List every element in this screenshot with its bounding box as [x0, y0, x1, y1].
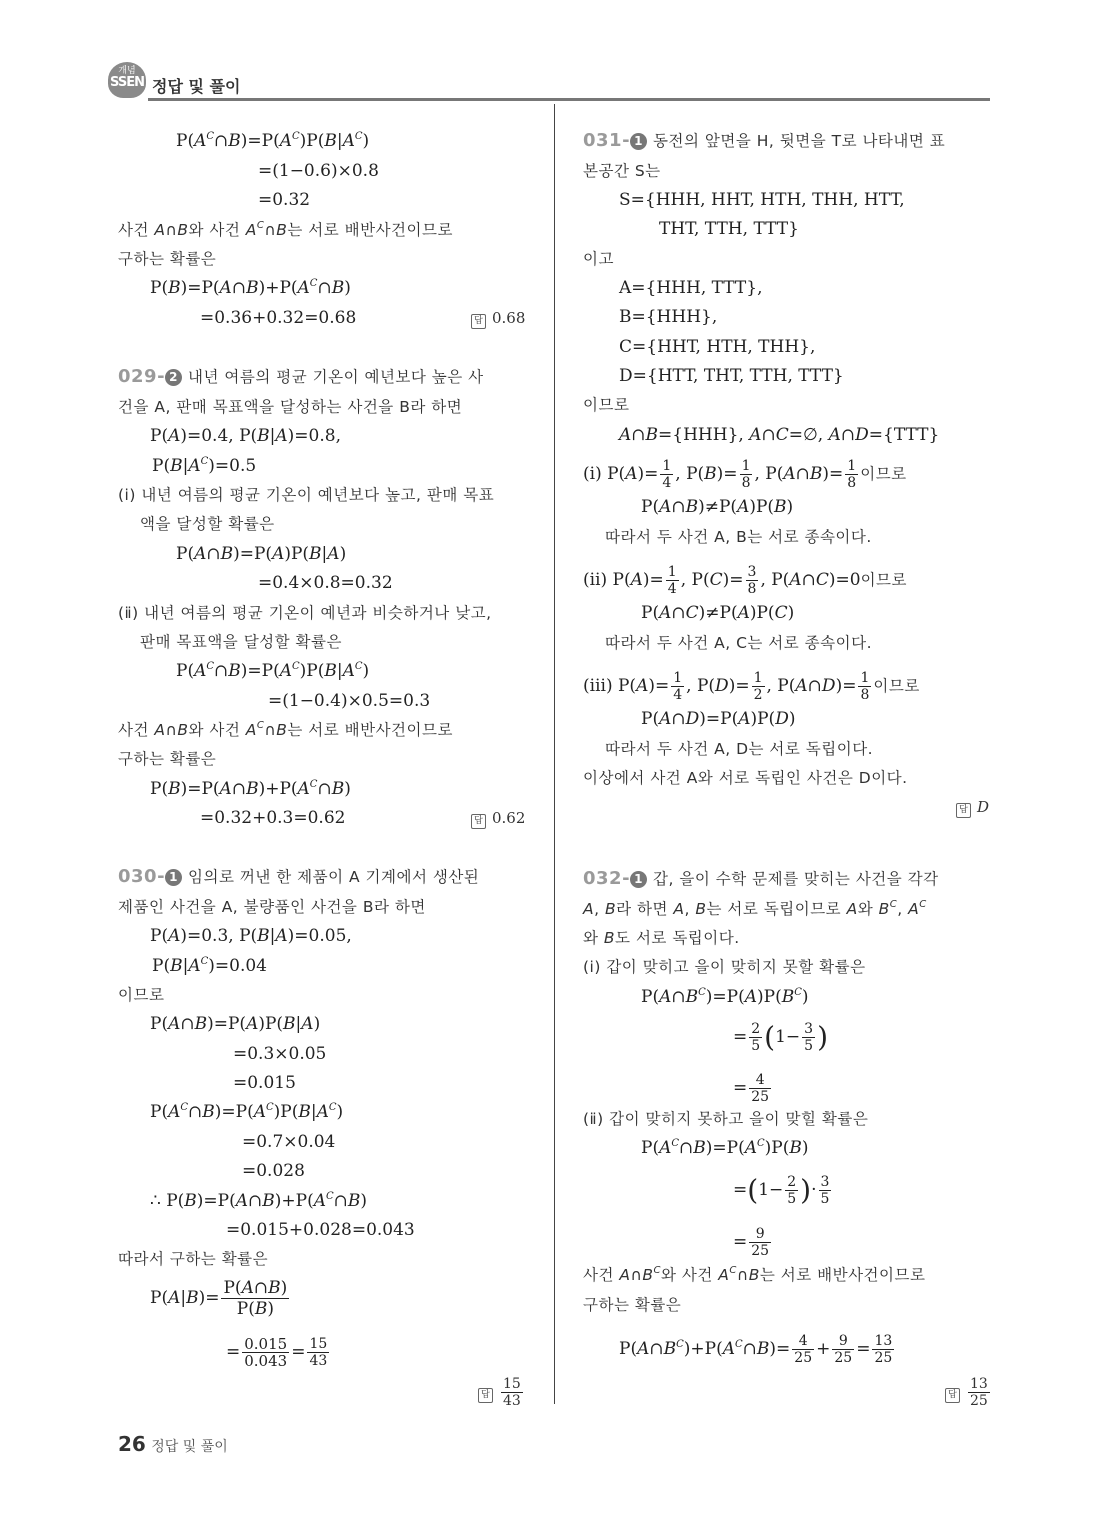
formula-line: =0.32+0.3=0.62 — [200, 808, 346, 828]
answer-value: 0.62 — [492, 809, 526, 827]
formula-line: P(A∩B)≠P(A)P(B) — [641, 497, 794, 517]
answer-028 — [471, 309, 525, 329]
answer-choice-badge: 1 — [630, 871, 647, 888]
answer-icon: 답 — [956, 803, 971, 818]
formula-line: = $\frac{4}{25}$ — [733, 1072, 770, 1105]
text-line: 따라서 두 사건 A, D는 서로 독립이다. — [605, 740, 874, 758]
answer-032 — [945, 1376, 992, 1409]
formula-line: =(1−0.6)×0.8 — [258, 161, 379, 181]
answer-choice-badge: 1 — [630, 133, 647, 150]
formula-line: $P(B)=P(A\cap B)+P(A^C\cap B)$ — [150, 278, 351, 298]
formula-line: $P(A^C\cap B)=P(A^C)P(B|A^C)$ — [150, 1102, 344, 1122]
page-number: 26 — [118, 1432, 146, 1456]
fraction: $\frac{4}{25}$ — [794, 1333, 813, 1366]
fraction: $\frac{0.015}{0.043}$ — [244, 1335, 288, 1370]
formula-line: (ⅲ) P(A)= $\frac{1}{4}$ , P(D)= $\frac{1}{2}$ , P(A∩D)= $\frac{1}{8}$ 이므로 — [583, 670, 920, 703]
formula-line: $P(A^C\cap B)=P(A^C)P(B|A^C)$ — [176, 131, 370, 151]
problem-number: 029- — [118, 366, 166, 387]
footer-text: 정답 및 풀이 — [151, 1439, 228, 1455]
answer-value: D — [977, 798, 990, 816]
text-line: 사건 $A\cap B^C$와 사건 $A^C\cap B$는 서로 배반사건이므로 — [583, 1265, 926, 1284]
fraction: $\frac{1}{2}$ — [753, 670, 763, 703]
text-line: 액을 달성할 확률은 — [140, 515, 275, 533]
logo-main-text: SSEN — [110, 75, 144, 90]
formula-line: P(A∩C)≠P(A)P(C) — [641, 603, 795, 623]
answer-icon: 답 — [471, 814, 486, 829]
answer-value: 0.68 — [492, 309, 526, 327]
text-line: 갑, 을이 수학 문제를 맞히는 사건을 각각 — [653, 870, 939, 888]
fraction: $\frac{1}{4}$ — [673, 670, 683, 703]
problem-number: 031- — [583, 130, 631, 151]
fraction: $\frac{9}{25}$ — [751, 1226, 770, 1259]
formula-line: (ⅱ) P(A)= $\frac{1}{4}$ , P(C)= $\frac{3}{8}$ , P(A∩C)=0이므로 — [583, 564, 907, 597]
answer-029 — [471, 809, 525, 829]
fraction: $\frac{1}{8}$ — [741, 458, 751, 491]
formula-line: A∩B={HHH}, A∩C=∅, A∩D={TTT} — [619, 425, 940, 445]
text-line: 따라서 구하는 확률은 — [118, 1250, 269, 1268]
fraction: $\frac{13}{25}$ — [874, 1333, 893, 1366]
set-line: B={HHH}, — [619, 307, 718, 327]
formula-line: P(A)=0.4, P(B|A)=0.8, — [150, 426, 341, 446]
answer-choice-badge: 1 — [165, 869, 182, 886]
formula-line: ∴ $P(B)=P(A\cap B)+P(A^C\cap B)$ — [150, 1191, 368, 1211]
formula-line: P(A∩D)=P(A)P(D) — [641, 709, 796, 729]
formula-line: =0.028 — [242, 1161, 305, 1181]
text-line: 본공간 S는 — [583, 162, 661, 180]
text-line: 따라서 두 사건 A, C는 서로 종속이다. — [605, 634, 872, 652]
text-line: 판매 목표액을 달성할 확률은 — [140, 633, 342, 651]
formula-line: =(1− $\frac{2}{5}$ )· $\frac{3}{5}$ — [733, 1173, 830, 1207]
fraction: $\frac{4}{25}$ — [751, 1072, 770, 1105]
column-divider — [554, 104, 555, 1404]
set-line: C={HHT, HTH, THH}, — [619, 337, 816, 357]
formula-line: $P(A\cap B^C)=P(A)P(B^C)$ — [641, 987, 809, 1007]
problem-029-heading — [118, 366, 484, 388]
set-line: S={HHH, HHT, HTH, THH, HTT, — [619, 190, 905, 210]
answer-icon: 답 — [471, 314, 486, 329]
formula-line: $P(A^C\cap B)=P(A^C)P(B|A^C)$ — [176, 661, 370, 681]
formula-line: = $\frac{9}{25}$ — [733, 1226, 770, 1259]
fraction: $\frac{2}{5}$ — [787, 1174, 797, 1207]
set-line: THT, TTH, TTT} — [659, 219, 799, 239]
fraction: $\frac{3}{5}$ — [820, 1174, 830, 1207]
problem-032-heading — [583, 868, 939, 890]
text-line: 사건 A∩B와 사건 $A^C\cap B$는 서로 배반사건이므로 — [118, 220, 453, 239]
text-line: 동전의 앞면을 H, 뒷면을 T로 나타내면 표 — [653, 132, 946, 150]
text-line: 내년 여름의 평균 기온이 예년보다 높은 사 — [188, 368, 484, 386]
series-logo — [108, 62, 146, 98]
text-line: (ⅱ) 내년 여름의 평균 기온이 예년과 비슷하거나 낮고, — [118, 604, 492, 622]
answer-choice-badge: 2 — [165, 369, 182, 386]
text-line: 제품인 사건을 A, 불량품인 사건을 B라 하면 — [118, 898, 426, 916]
text-line: 구하는 확률은 — [118, 750, 217, 768]
formula-line: =(1−0.4)×0.5=0.3 — [268, 691, 431, 711]
formula-line: = $\frac{0.015}{0.043}$ = $\frac{15}{43}$ — [226, 1335, 328, 1370]
formula-line: $P(A\cap B^C)+P(A^C\cap B)=$ $\frac{4}{25}$ + $\frac{9}{25}$ = $\frac{13}{25}$ — [619, 1333, 893, 1366]
formula-line: $P(A^C\cap B)=P(A^C)P(B)$ — [641, 1138, 809, 1158]
text-line: 구하는 확률은 — [583, 1296, 682, 1314]
text-line: (ⅰ) 내년 여름의 평균 기온이 예년보다 높고, 판매 목표 — [118, 486, 495, 504]
fraction: $\frac{3}{5}$ — [804, 1021, 814, 1054]
answer-value: $\frac{15}{43}$ — [503, 1376, 521, 1409]
fraction: $\frac{2}{5}$ — [751, 1021, 761, 1054]
answer-030 — [478, 1376, 525, 1409]
text-line: 사건 A∩B와 사건 $A^C\cap B$는 서로 배반사건이므로 — [118, 720, 453, 739]
formula-line: P(A∩B)=P(A)P(B|A) — [176, 544, 347, 564]
formula-line: $P(B|A^C)=0.5$ — [152, 456, 257, 476]
formula-line: =0.4×0.8=0.32 — [258, 573, 393, 593]
fraction: $\frac{1}{4}$ — [667, 564, 677, 597]
problem-030-heading — [118, 866, 479, 888]
problem-number: 030- — [118, 866, 166, 887]
fraction: $\frac{P(A\cap B)}{P(B)}$ — [223, 1278, 288, 1319]
header-title: 정답 및 풀이 — [152, 77, 241, 96]
logo-top-text: 개념 — [118, 66, 136, 76]
text-line: 따라서 두 사건 A, B는 서로 종속이다. — [605, 528, 872, 546]
text-line: 구하는 확률은 — [118, 250, 217, 268]
answer-value: $\frac{13}{25}$ — [970, 1376, 988, 1409]
answer-icon: 답 — [945, 1388, 960, 1403]
fraction: $\frac{3}{8}$ — [747, 564, 757, 597]
formula-line: P(A|B)= $\frac{P(A\cap B)}{P(B)}$ — [150, 1278, 288, 1319]
set-line: A={HHH, TTT}, — [619, 278, 763, 298]
text-line: 이므로 — [583, 396, 630, 414]
text-line: 건을 A, 판매 목표액을 달성하는 사건을 B라 하면 — [118, 398, 463, 416]
formula-line: =0.32 — [258, 190, 311, 210]
text-line: A, B라 하면 A, B는 서로 독립이므로 A와 $B^C$, $A^C$ — [583, 899, 927, 918]
formula-line: =0.36+0.32=0.68 — [200, 308, 357, 328]
formula-line: $P(B)=P(A\cap B)+P(A^C\cap B)$ — [150, 779, 351, 799]
problem-number: 032- — [583, 868, 631, 889]
text-line: (ⅰ) 갑이 맞히고 을이 맞히지 못할 확률은 — [583, 958, 866, 976]
formula-line: =0.015 — [233, 1073, 296, 1093]
text-line: 임의로 꺼낸 한 제품이 A 기계에서 생산된 — [188, 868, 480, 886]
set-line: D={HTT, THT, TTH, TTT} — [619, 366, 844, 386]
page-header — [108, 60, 990, 100]
formula-line: =0.3×0.05 — [233, 1044, 327, 1064]
answer-031 — [956, 798, 989, 818]
text-line: 와 B도 서로 독립이다. — [583, 929, 740, 947]
text-line: (ⅱ) 갑이 맞히지 못하고 을이 맞힐 확률은 — [583, 1110, 869, 1128]
fraction: $\frac{1}{8}$ — [860, 670, 870, 703]
formula-line: P(A∩B)=P(A)P(B|A) — [150, 1014, 321, 1034]
fraction: $\frac{1}{4}$ — [662, 458, 672, 491]
formula-line: (ⅰ) P(A)= $\frac{1}{4}$ , P(B)= $\frac{1}{8}$ , P(A∩B)= $\frac{1}{8}$ 이므로 — [583, 458, 907, 491]
header-rule — [148, 98, 990, 101]
formula-line: =0.7×0.04 — [242, 1132, 336, 1152]
answer-icon: 답 — [478, 1388, 493, 1403]
fraction: $\frac{1}{8}$ — [847, 458, 857, 491]
formula-line: P(A)=0.3, P(B|A)=0.05, — [150, 926, 352, 946]
text-line: 이므로 — [118, 986, 165, 1004]
fraction: $\frac{15}{43}$ — [309, 1336, 328, 1369]
text-line: 이고 — [583, 250, 614, 268]
problem-031-heading — [583, 130, 945, 152]
fraction: $\frac{9}{25}$ — [834, 1333, 853, 1366]
formula-line: = $\frac{2}{5}$ (1− $\frac{3}{5}$ ) — [733, 1020, 829, 1054]
page-footer — [118, 1432, 228, 1456]
formula-line: =0.015+0.028=0.043 — [226, 1220, 415, 1240]
text-line: 이상에서 사건 A와 서로 독립인 사건은 D이다. — [583, 769, 908, 787]
formula-line: $P(B|A^C)=0.04$ — [152, 956, 267, 976]
